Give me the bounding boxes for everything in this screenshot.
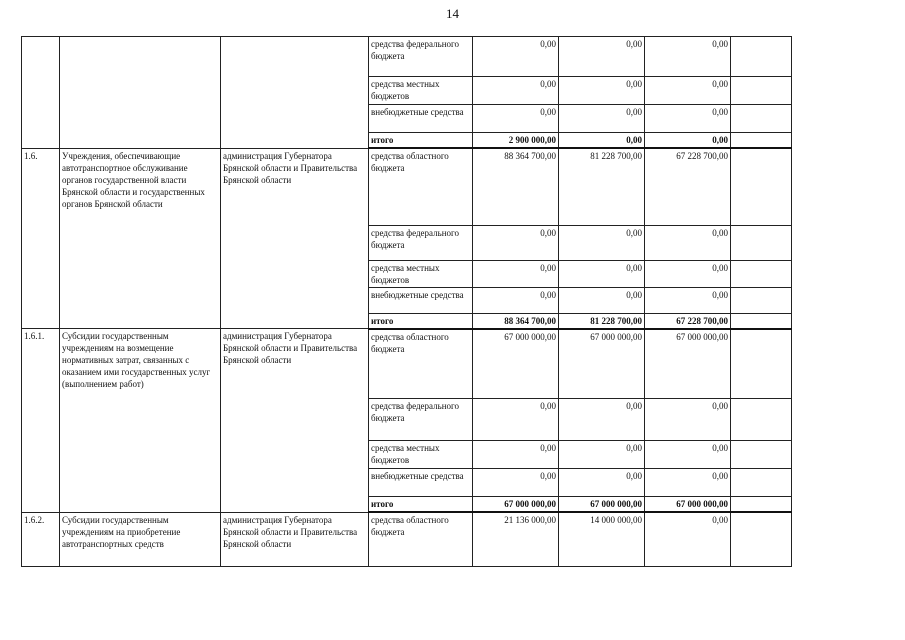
value-cell: 0,00 (473, 287, 559, 313)
budget-table (21, 36, 792, 567)
value-cell: 0,00 (559, 77, 645, 105)
value-cell: 0,00 (559, 260, 645, 287)
source-cell: средства местных бюджетов (369, 260, 473, 287)
name-cell (60, 37, 221, 149)
value-cell: 0,00 (473, 77, 559, 105)
page-number: 14 (446, 6, 459, 21)
source-cell: итого (369, 497, 473, 513)
value-cell: 81 228 700,00 (559, 313, 645, 329)
value-cell: 21 136 000,00 (473, 512, 559, 566)
empty-cell (731, 441, 792, 469)
value-cell: 14 000 000,00 (559, 512, 645, 566)
value-cell: 67 228 700,00 (645, 313, 731, 329)
value-cell: 0,00 (645, 225, 731, 260)
value-cell: 67 228 700,00 (645, 148, 731, 225)
value-cell: 0,00 (473, 441, 559, 469)
value-cell: 0,00 (645, 441, 731, 469)
value-cell: 0,00 (473, 225, 559, 260)
source-cell: средства областного бюджета (369, 148, 473, 225)
value-cell: 0,00 (645, 399, 731, 441)
table-row (22, 512, 792, 566)
value-cell: 0,00 (645, 37, 731, 77)
value-cell: 0,00 (559, 469, 645, 497)
source-cell: внебюджетные средства (369, 469, 473, 497)
empty-cell (731, 497, 792, 513)
value-cell: 0,00 (559, 105, 645, 133)
value-cell: 67 000 000,00 (645, 329, 731, 399)
value-cell: 0,00 (559, 441, 645, 469)
value-cell: 0,00 (645, 469, 731, 497)
value-cell: 67 000 000,00 (473, 497, 559, 513)
empty-cell (731, 148, 792, 225)
empty-cell (731, 133, 792, 149)
num-cell: 1.6.1. (22, 329, 60, 513)
source-cell: средства областного бюджета (369, 512, 473, 566)
value-cell: 2 900 000,00 (473, 133, 559, 149)
empty-cell (731, 469, 792, 497)
name-cell: Субсидии государственным учреждениям на возмещение нормативных затрат, связанных с оказанием ими государственных услуг (выполнением работ) (60, 329, 221, 513)
value-cell: 0,00 (645, 512, 731, 566)
table-row (22, 329, 792, 399)
value-cell: 0,00 (473, 105, 559, 133)
value-cell: 0,00 (645, 105, 731, 133)
value-cell: 0,00 (559, 225, 645, 260)
value-cell: 0,00 (645, 260, 731, 287)
empty-cell (731, 313, 792, 329)
source-cell: средства местных бюджетов (369, 77, 473, 105)
empty-cell (731, 399, 792, 441)
source-cell: внебюджетные средства (369, 105, 473, 133)
executor-cell: администрация Губернатора Брянской области и Правительства Брянской области (221, 512, 369, 566)
name-cell: Субсидии государственным учреждениям на приобретение автотранспортных средств (60, 512, 221, 566)
source-cell: средства областного бюджета (369, 329, 473, 399)
source-cell: средства федерального бюджета (369, 37, 473, 77)
value-cell: 67 000 000,00 (559, 329, 645, 399)
table-row (22, 148, 792, 225)
value-cell: 0,00 (473, 260, 559, 287)
executor-cell (221, 37, 369, 149)
value-cell: 81 228 700,00 (559, 148, 645, 225)
value-cell: 0,00 (473, 469, 559, 497)
value-cell: 0,00 (559, 37, 645, 77)
empty-cell (731, 512, 792, 566)
value-cell: 0,00 (559, 287, 645, 313)
name-cell: Учреждения, обеспечивающие автотранспортное обслуживание органов государственной власти Брянской области и государственных органов Брянской области (60, 148, 221, 329)
source-cell: средства федерального бюджета (369, 225, 473, 260)
source-cell: средства федерального бюджета (369, 399, 473, 441)
source-cell: средства местных бюджетов (369, 441, 473, 469)
empty-cell (731, 260, 792, 287)
num-cell: 1.6. (22, 148, 60, 329)
executor-cell: администрация Губернатора Брянской области и Правительства Брянской области (221, 329, 369, 513)
source-cell: внебюджетные средства (369, 287, 473, 313)
value-cell: 67 000 000,00 (645, 497, 731, 513)
empty-cell (731, 77, 792, 105)
value-cell: 0,00 (559, 399, 645, 441)
empty-cell (731, 287, 792, 313)
source-cell: итого (369, 133, 473, 149)
empty-cell (731, 105, 792, 133)
value-cell: 0,00 (473, 399, 559, 441)
budget-table-wrapper (21, 36, 792, 567)
num-cell (22, 37, 60, 149)
value-cell: 88 364 700,00 (473, 148, 559, 225)
empty-cell (731, 329, 792, 399)
source-cell: итого (369, 313, 473, 329)
value-cell: 67 000 000,00 (559, 497, 645, 513)
executor-cell: администрация Губернатора Брянской области и Правительства Брянской области (221, 148, 369, 329)
value-cell: 0,00 (473, 37, 559, 77)
empty-cell (731, 225, 792, 260)
value-cell: 0,00 (645, 77, 731, 105)
empty-cell (731, 37, 792, 77)
value-cell: 0,00 (645, 133, 731, 149)
value-cell: 0,00 (559, 133, 645, 149)
value-cell: 0,00 (645, 287, 731, 313)
table-row (22, 37, 792, 77)
value-cell: 67 000 000,00 (473, 329, 559, 399)
value-cell: 88 364 700,00 (473, 313, 559, 329)
num-cell: 1.6.2. (22, 512, 60, 566)
